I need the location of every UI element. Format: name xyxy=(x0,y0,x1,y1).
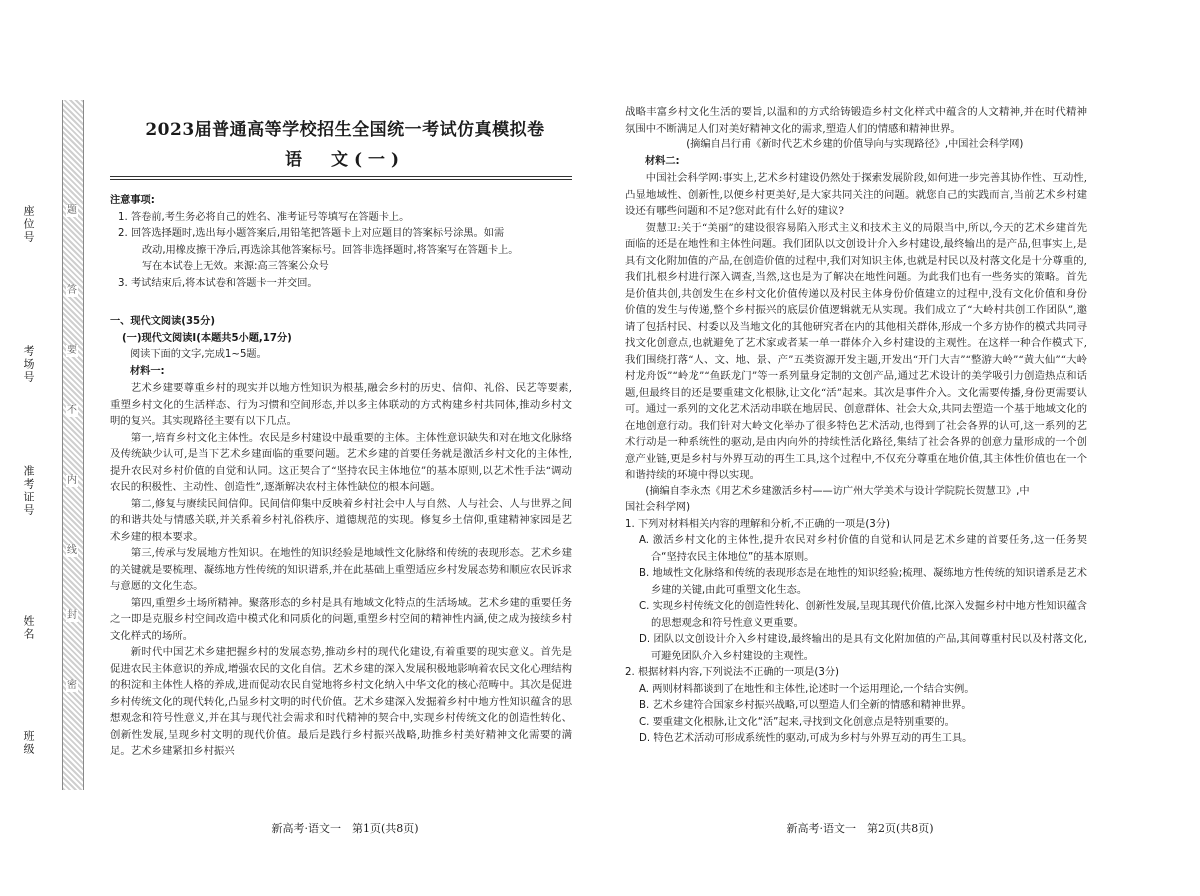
material-heading: 材料二: xyxy=(645,155,680,167)
seat-number-field xyxy=(20,205,36,244)
seat-number-label: 座位号 xyxy=(22,205,35,244)
note-item: 3. 考试结束后,将本试卷和答题卡一并交回。 xyxy=(118,277,318,289)
page-footer: 新高考·语文一 第1页(共8页) xyxy=(271,822,419,835)
notes-heading: 注意事项: xyxy=(110,195,155,206)
note-item-continued: 写在本试卷上无效。来源:高三答案公众号 xyxy=(142,261,329,272)
answer-option[interactable]: C. 要重建文化根脉,让文化“活”起来,寻找到文化创意点是特别重要的。 xyxy=(639,716,955,728)
page-footer: 新高考·语文一 第2页(共8页) xyxy=(786,822,934,835)
class-field xyxy=(20,730,36,756)
passage-paragraph: 第三,传承与发展地方性知识。在地性的知识经验是地域性文化脉络和传统的表现形态。艺术乡建的关键就是要梳理、凝练地方性传统的知识谱系,并在此基础上重塑适应乡村发展态势和顺应农民诉求与意愿的文化生态。 xyxy=(110,547,572,592)
passage-paragraph: 第四,重塑乡土场所精神。聚落形态的乡村是具有地域文化特点的生活场域。艺术乡建的重要任务之一即是克服乡村空间改造中模式化和同质化的问题,重塑乡村空间的精神性内涵,使之成为接续乡村文化样式的场所。 xyxy=(110,596,572,642)
reading-instruction: 阅读下面的文字,完成1~5题。 xyxy=(130,349,267,360)
seal-char: 不 xyxy=(67,405,77,416)
passage-paragraph: 战略丰富乡村文化生活的要旨,以温和的方式给铸锻造乡村文化样式中蕴含的人文精神,并在时代精神氛围中不断满足人们对美好精神文化的需求,塑造人们的情感和精神世界。 xyxy=(625,106,1087,135)
source-citation-continued: 国社会科学网) xyxy=(625,502,691,513)
answer-option[interactable]: A. 激活乡村文化的主体性,提升农民对乡村价值的自觉和认同是艺术乡建的首要任务,这一任务契合“坚持农民主体地位”的基本原则。 xyxy=(639,535,1087,563)
passage-paragraph: 第二,修复与赓续民间信仰。民间信仰集中反映着乡村社会中人与自然、人与社会、人与世界之间的和谐共处与情感关联,并关系着乡村礼俗秩序、道德规范的实现。修复乡土信仰,重建精神家园是艺术乡建的根本要求。 xyxy=(110,497,572,543)
page-two xyxy=(625,0,1095,896)
note-item: 1. 答卷前,考生务必将自己的姓名、准考证号等填写在答题卡上。 xyxy=(118,211,410,223)
seal-char: 内 xyxy=(67,475,77,486)
seal-char: 要 xyxy=(67,345,77,356)
exam-title: 2023届普通高等学校招生全国统一考试仿真模拟卷 xyxy=(145,120,545,140)
seal-char: 封 xyxy=(67,610,77,621)
admission-number-field xyxy=(20,465,36,517)
seal-char: 答 xyxy=(67,285,77,296)
answer-option[interactable]: A. 两则材料都谈到了在地性和主体性,论述时一个运用理论,一个结合实例。 xyxy=(639,683,975,695)
question: 2. 根据材料内容,下列说法不正确的一项是(3分) xyxy=(625,667,840,678)
subsection-heading: (一)现代文阅读Ⅰ(本题共5小题,17分) xyxy=(122,332,292,344)
exam-room-label: 考场号 xyxy=(22,345,35,384)
name-label: 姓名 xyxy=(22,615,35,641)
section-heading: 一、现代文阅读(35分) xyxy=(110,316,215,327)
seal-char: 密 xyxy=(67,680,77,691)
reading-section xyxy=(110,314,572,760)
answer-option[interactable]: D. 特色艺术活动可形成系统性的驱动,可成为乡村与外界互动的再生工具。 xyxy=(639,733,973,744)
title-rule xyxy=(110,176,572,177)
title-rule xyxy=(110,179,572,180)
passage-paragraph: 新时代中国艺术乡建把握乡村的发展态势,推动乡村的现代化建设,有着重要的现实意义。首先是促进农民主体意识的养成,增强农民的文化自信。艺术乡建的深入发展积极地影响着农民文化心理结构的积淀和主体性人格的养成,进而促动农民自觉地将乡村文化纳入中华文化的核心范畴中。其次是促进乡村传统文化的现代转化,凸显乡村文明的时代价值。艺术乡建深入发掘着乡村中地方性知识蕴含的思想观念和符号性意义,并在其与现代社会需求和时代精神的契合中,实现乡村传统文化的创造性转化、创新性发展,呈现乡村文明的现代价值。最后是践行乡村振兴战略,助推乡村美好精神文化需要的满足。艺术乡建紧扣乡村振兴 xyxy=(110,646,572,757)
note-item-continued: 改动,用橡皮擦干净后,再选涂其他答案标号。回答非选择题时,将答案写在答题卡上。 xyxy=(142,244,519,256)
admission-number-label: 准考证号 xyxy=(22,465,35,517)
page-two-body xyxy=(625,104,1087,748)
source-citation: (摘编自李永杰《用艺术乡建激活乡村——访广州大学美术与设计学院院长贺慧卫》,中 xyxy=(645,485,1030,497)
answer-option[interactable]: B. 艺术乡建符合国家乡村振兴战略,可以塑造人们全新的情感和精神世界。 xyxy=(639,700,972,711)
answer-option[interactable]: B. 地域性文化脉络和传统的表现形态是在地性的知识经验;梳理、凝练地方性传统的知识谱系是艺术乡建的关键,由此可重塑文化生态。 xyxy=(639,568,1087,596)
name-field xyxy=(20,615,36,641)
exam-room-field xyxy=(20,345,36,384)
seal-char: 线 xyxy=(67,545,77,556)
passage-paragraph: 中国社会科学网:事实上,艺术乡村建设仍然处于探索发展阶段,如何进一步完善其协作性、互动性,凸显地域性、创新性,以便乡村更美好,是大家共同关注的问题。就您自己的实践而言,当前艺术乡村建设还有哪些问题和不足?您对此有什么好的建议? xyxy=(625,172,1087,217)
seal-char: 题 xyxy=(67,205,77,216)
answer-option[interactable]: C. 实现乡村传统文化的创造性转化、创新性发展,呈现其现代价值,比深入发掘乡村中地方性知识蕴含的思想观念和符号性意义更重要。 xyxy=(639,601,1087,629)
source-citation: (摘编自吕行甫《新时代艺术乡建的价值导向与实现路径》,中国社会科学网) xyxy=(686,139,1024,150)
answer-option[interactable]: D. 团队以文创设计介入乡村建设,最终输出的是具有文化附加值的产品,其间尊重村民以及村落文化,可避免团队介入乡村建设的主观性。 xyxy=(639,634,1087,662)
note-item: 2. 回答选择题时,选出每小题答案后,用铅笔把答题卡上对应题目的答案标号涂黑。如需 xyxy=(118,228,505,239)
material-heading: 材料一: xyxy=(130,365,165,377)
binding-strip xyxy=(0,0,100,896)
question: 1. 下列对材料相关内容的理解和分析,不正确的一项是(3分) xyxy=(625,518,890,530)
class-label: 班级 xyxy=(22,730,35,756)
exam-subtitle: 语 文(一) xyxy=(284,150,406,170)
passage-paragraph: 贺慧卫:关于“美丽”的建设很容易陷入形式主义和技术主义的局限当中,所以,今天的艺术乡建首先面临的还是在地性和主体性问题。我们团队以文创设计介入乡村建设,最终输出的是产品,但事实上,是具有文化附加值的产品,在创造价值的过程中,我们对知识主体,也就是村民以及村落文化是十分尊重的,我们扎根乡村进行深入调查,当然,这也是为了解决在地性问题。为此我们也有一些务实的策略。首先是价值共创,共创发生在乡村文化价值传递以及村民主体身份价值建立的过程中,没有文化价值和身份价值的发生与传递,整个乡村振兴的底层价值逻辑就无从实现。我们成立了“大岭村共创工作团队”,邀请了包括村民、村委以及当地文化的其他研究者在内的其他相关群体,形成一个多方协作的模式共同寻找文化创意点,也就避免了艺术家或者某一单一群体介入乡村建设的主观性。在这样一种合作模式下,我们围绕打落“人、文、地、景、产”五类资源开发主题,开发出“开门大吉”“整游大岭”“黄大仙”“大岭村龙舟饭”“岭龙”“鱼跃龙门”等一系列量身定制的文创产品,通过艺术设计的美学吸引力创造热点和话题,但最终目的还是要重建文化根脉,让文化“活”起来。其次是事件介入。文化需要传播,身份更需要认可。通过一系列的文化艺术活动串联在地居民、创意群体、社会大众,共同去塑造一个基于地域文化的在地创意行动。我们针对大岭文化举办了很多特色艺术活动,也得到了社会各界的认可,这一系列的艺术行动是一种系统性的驱动,是由内向外的持续性活化路径,集结了社会各界的创意力量形成的一个创意产业链,更是乡村与外界互动的再生工具,这个过程中,不仅充分尊重在地价值,其主体性价值也在一个和谐持续的环境中得以实现。 xyxy=(625,221,1087,481)
exam-notes xyxy=(110,193,572,292)
page-one xyxy=(110,0,580,896)
passage-paragraph: 艺术乡建要尊重乡村的现实并以地方性知识为根基,融会乡村的历史、信仰、礼俗、民艺等要素,重塑乡村文化的生活样态、行为习惯和空间形态,并以多主体联动的方式构建乡村共同体,推动乡村文明的复兴。其实现路径主要有以下几点。 xyxy=(110,382,572,427)
passage-paragraph: 第一,培育乡村文化主体性。农民是乡村建设中最重要的主体。主体性意识缺失和对在地文化脉络及传统缺少认可,是当下艺术乡建面临的重要问题。艺术乡建的首要任务就是激活乡村文化的主体性,提升农民对乡村价值的自觉和认同。这正契合了“坚持农民主体地位”的基本原则,以艺术性手法“调动农民的积极性、主动性、创造性”,逐渐解决农村主体性缺位的根本问题。 xyxy=(110,431,572,493)
